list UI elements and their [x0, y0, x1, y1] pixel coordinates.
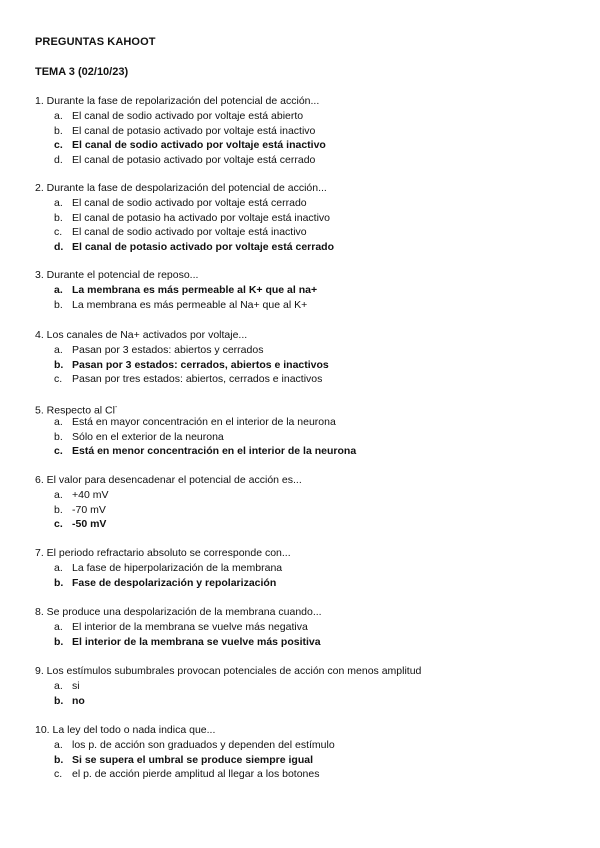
answer-option-correct: b. El interior de la membrana se vuelve más positiva — [54, 635, 321, 648]
answer-option: b. El canal de potasio ha activado por voltaje está inactivo — [54, 211, 330, 224]
answer-option-correct: c. Está en menor concentración en el interior de la neurona — [54, 445, 357, 458]
answer-option-correct: c. El canal de sodio activado por voltaje está inactivo — [54, 139, 326, 152]
question-stem: 1. Durante la fase de repolarización del potencial de acción... — [35, 95, 320, 107]
answer-option: a. El interior de la membrana se vuelve más negativa — [54, 621, 308, 633]
answer-option: a. La fase de hiperpolarización de la membrana — [54, 562, 283, 574]
question-stem: 10. La ley del todo o nada indica que... — [35, 724, 216, 736]
document-title: PREGUNTAS KAHOOT — [35, 36, 156, 48]
answer-option: a. los p. de acción son graduados y dependen del estímulo — [54, 739, 335, 751]
question-2 — [35, 181, 575, 254]
answer-option: c. Pasan por tres estados: abiertos, cerrados e inactivos — [54, 373, 323, 386]
answer-option: a. Está en mayor concentración en el interior de la neurona — [54, 416, 336, 428]
answer-option-correct: b. Si se supera el umbral se produce siempre igual — [54, 753, 314, 766]
question-stem: 7. El periodo refractario absoluto se corresponde con... — [35, 547, 291, 559]
answer-option: a. El canal de sodio activado por voltaje está cerrado — [54, 197, 307, 209]
question-9 — [35, 664, 575, 708]
answer-option-correct: b. Fase de despolarización y repolarización — [54, 576, 277, 589]
question-5 — [35, 400, 575, 459]
answer-option: a. si — [54, 680, 80, 692]
answer-option: b. Sólo en el exterior de la neurona — [54, 430, 224, 443]
answer-option: c. El canal de sodio activado por voltaje está inactivo — [54, 226, 307, 239]
question-stem: 4. Los canales de Na+ activados por voltaje... — [35, 329, 248, 341]
answer-option-correct: d. El canal de potasio activado por voltaje está cerrado — [54, 240, 335, 253]
answer-option: b. La membrana es más permeable al Na+ que al K+ — [54, 298, 308, 311]
question-stem: 9. Los estímulos subumbrales provocan potenciales de acción con menos amplitud — [35, 665, 422, 677]
question-7 — [35, 546, 575, 590]
document-subtitle: TEMA 3 (02/10/23) — [35, 66, 129, 78]
answer-option: b. -70 mV — [54, 503, 106, 516]
answer-option: c. el p. de acción pierde amplitud al llegar a los botones — [54, 768, 320, 781]
question-stem: 2. Durante la fase de despolarización del potencial de acción... — [35, 182, 327, 194]
answer-option: b. El canal de potasio activado por voltaje está inactivo — [54, 124, 316, 137]
answer-option: a. +40 mV — [54, 489, 109, 501]
question-10 — [35, 723, 575, 782]
question-1 — [35, 94, 575, 167]
answer-option-correct: b. no — [54, 694, 85, 707]
question-6 — [35, 473, 575, 532]
question-4 — [35, 328, 575, 387]
answer-option-correct: c. -50 mV — [54, 518, 107, 531]
answer-option: a. El canal de sodio activado por voltaje está abierto — [54, 110, 304, 122]
question-stem: 8. Se produce una despolarización de la membrana cuando... — [35, 606, 322, 618]
question-8 — [35, 605, 575, 649]
question-stem: 5. Respecto al Cl- — [35, 404, 118, 417]
question-3 — [35, 268, 575, 312]
question-stem: 3. Durante el potencial de reposo... — [35, 269, 199, 281]
question-stem: 6. El valor para desencadenar el potencial de acción es... — [35, 474, 302, 486]
answer-option-correct: a. La membrana es más permeable al K+ que al na+ — [54, 284, 318, 296]
answer-option: a. Pasan por 3 estados: abiertos y cerrados — [54, 344, 264, 356]
answer-option-correct: b. Pasan por 3 estados: cerrados, abiertos e inactivos — [54, 358, 329, 371]
answer-option: d. El canal de potasio activado por voltaje está cerrado — [54, 153, 316, 166]
